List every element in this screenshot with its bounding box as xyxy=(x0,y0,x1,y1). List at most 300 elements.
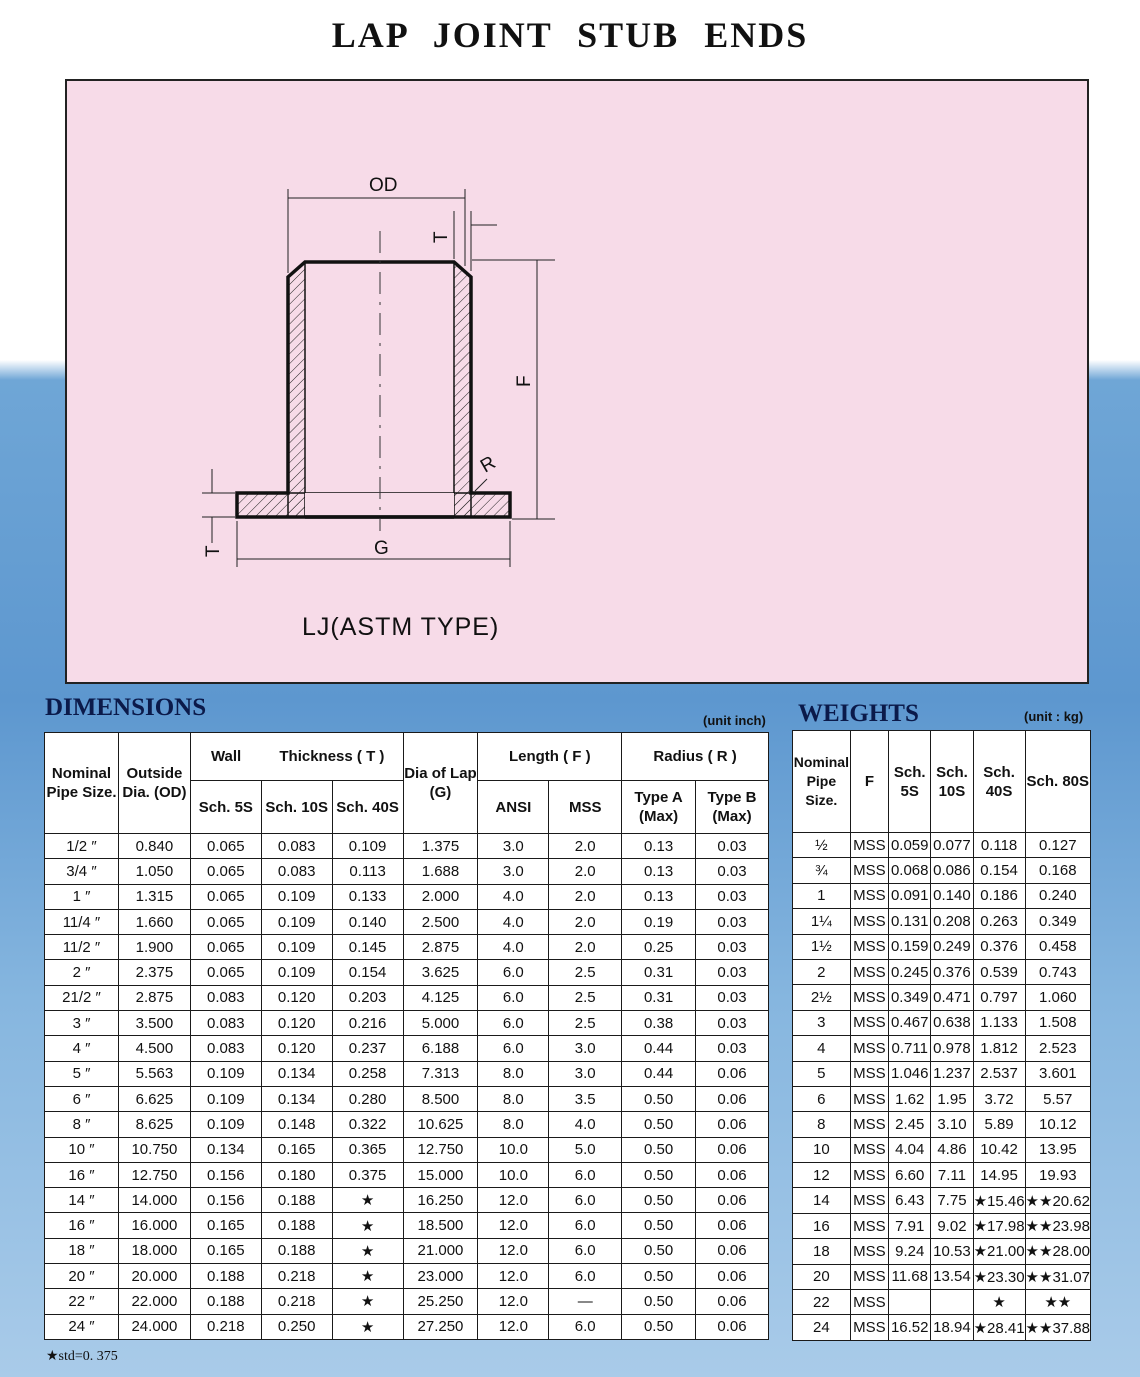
cell-sch10s: 0.978 xyxy=(931,1036,973,1061)
cell-ansi: 6.0 xyxy=(478,1011,549,1036)
cell-type-a: 0.13 xyxy=(622,884,696,909)
cell-nominal: 3 ″ xyxy=(45,1011,119,1036)
cell-mss: 2.5 xyxy=(549,1011,622,1036)
cell-nominal: 16 ″ xyxy=(45,1162,119,1187)
cell-mss: 4.0 xyxy=(549,1112,622,1137)
cell-nominal: 11/2 ″ xyxy=(45,935,119,960)
cell-sch40s: 0.133 xyxy=(332,884,403,909)
table-row xyxy=(45,884,769,909)
cell-f: MSS xyxy=(850,1213,888,1238)
cell-type-a: 0.50 xyxy=(622,1137,696,1162)
cell-sch5s: 0.156 xyxy=(190,1162,261,1187)
cell-sch5s: 2.45 xyxy=(889,1112,931,1137)
cell-sch40s: 0.140 xyxy=(332,909,403,934)
cell-sch5s xyxy=(889,1290,931,1315)
cell-sch10s: 0.109 xyxy=(261,935,332,960)
cell-sch5s: 6.60 xyxy=(889,1163,931,1188)
cell-outside: 16.000 xyxy=(118,1213,190,1238)
cell-sch40s: 0.322 xyxy=(332,1112,403,1137)
table-row xyxy=(45,935,769,960)
cell-sch80s: ★★37.88 xyxy=(1025,1315,1090,1340)
header-length: Length ( F ) xyxy=(478,733,622,781)
cell-sch10s: 0.638 xyxy=(931,1010,973,1035)
weights-table xyxy=(792,730,1091,1341)
cell-sch10s: 0.083 xyxy=(261,859,332,884)
cell-outside: 20.000 xyxy=(118,1264,190,1289)
cell-nominal: 8 xyxy=(793,1112,851,1137)
table-row xyxy=(45,1036,769,1061)
cell-type-a: 0.44 xyxy=(622,1036,696,1061)
cell-sch5s: 0.109 xyxy=(190,1061,261,1086)
cell-nominal: 1½ xyxy=(793,934,851,959)
cell-ansi: 4.0 xyxy=(478,935,549,960)
cell-sch10s: 7.11 xyxy=(931,1163,973,1188)
stub-end-diagram xyxy=(67,81,1087,682)
table-row xyxy=(793,1290,1091,1315)
cell-type-b: 0.06 xyxy=(696,1238,769,1263)
cell-nominal: 24 ″ xyxy=(45,1314,119,1339)
cell-sch5s: 11.68 xyxy=(889,1264,931,1289)
cell-dia-lap: 25.250 xyxy=(403,1289,478,1314)
cell-nominal: 20 xyxy=(793,1264,851,1289)
header-sch40s: Sch. 40S xyxy=(332,781,403,834)
cell-dia-lap: 1.688 xyxy=(403,859,478,884)
header-wall: Wall xyxy=(190,733,261,781)
label-r: R xyxy=(477,452,500,478)
cell-nominal: 1 xyxy=(793,883,851,908)
cell-sch80s: 1.508 xyxy=(1025,1010,1090,1035)
cell-f: MSS xyxy=(850,1061,888,1086)
cell-f: MSS xyxy=(850,883,888,908)
left-wall xyxy=(288,262,305,517)
cell-dia-lap: 3.625 xyxy=(403,960,478,985)
cell-sch10s: 0.109 xyxy=(261,884,332,909)
cell-nominal: 12 xyxy=(793,1163,851,1188)
cell-nominal: 16 ″ xyxy=(45,1213,119,1238)
cell-sch10s xyxy=(931,1290,973,1315)
cell-sch80s: 0.240 xyxy=(1025,883,1090,908)
cell-sch80s: ★★23.98 xyxy=(1025,1213,1090,1238)
page-title: LAP JOINT STUB ENDS xyxy=(331,15,809,55)
cell-f: MSS xyxy=(850,1264,888,1289)
cell-sch10s: 0.134 xyxy=(261,1061,332,1086)
cell-sch5s: 0.156 xyxy=(190,1188,261,1213)
cell-type-b: 0.06 xyxy=(696,1314,769,1339)
wt-header-sch40s: Sch. 40S xyxy=(973,731,1025,833)
cell-nominal: 6 ″ xyxy=(45,1086,119,1111)
cell-type-a: 0.50 xyxy=(622,1289,696,1314)
cell-sch5s: 16.52 xyxy=(889,1315,931,1340)
cell-dia-lap: 5.000 xyxy=(403,1011,478,1036)
cell-f: MSS xyxy=(850,833,888,858)
cell-nominal: 1/2 ″ xyxy=(45,834,119,859)
cell-type-a: 0.50 xyxy=(622,1238,696,1263)
cell-sch10s: 0.165 xyxy=(261,1137,332,1162)
cell-type-b: 0.03 xyxy=(696,884,769,909)
cell-sch5s: 0.068 xyxy=(889,858,931,883)
cell-outside: 1.050 xyxy=(118,859,190,884)
cell-dia-lap: 6.188 xyxy=(403,1036,478,1061)
cell-sch40s: 0.539 xyxy=(973,959,1025,984)
cell-sch80s: 0.168 xyxy=(1025,858,1090,883)
cell-sch5s: 0.218 xyxy=(190,1314,261,1339)
cell-outside: 3.500 xyxy=(118,1011,190,1036)
cell-sch40s: 14.95 xyxy=(973,1163,1025,1188)
cell-type-a: 0.19 xyxy=(622,909,696,934)
cell-sch5s: 0.065 xyxy=(190,960,261,985)
header-type-a: Type A (Max) xyxy=(622,781,696,834)
cell-sch10s: 0.077 xyxy=(931,833,973,858)
cell-sch10s: 0.471 xyxy=(931,985,973,1010)
cell-sch10s: 0.218 xyxy=(261,1289,332,1314)
cell-nominal: 6 xyxy=(793,1086,851,1111)
cell-sch40s: ★15.46 xyxy=(973,1188,1025,1213)
cell-type-a: 0.50 xyxy=(622,1188,696,1213)
cell-sch10s: 18.94 xyxy=(931,1315,973,1340)
cell-sch10s: 10.53 xyxy=(931,1239,973,1264)
table-row xyxy=(45,960,769,985)
dimensions-table xyxy=(44,732,769,1340)
cell-sch80s: ★★ xyxy=(1025,1290,1090,1315)
table-row xyxy=(45,1137,769,1162)
cell-nominal: 14 xyxy=(793,1188,851,1213)
table-row xyxy=(45,859,769,884)
cell-mss: 2.0 xyxy=(549,834,622,859)
cell-sch40s: 5.89 xyxy=(973,1112,1025,1137)
cell-f: MSS xyxy=(850,1086,888,1111)
cell-sch10s: 1.237 xyxy=(931,1061,973,1086)
cell-sch5s: 0.065 xyxy=(190,935,261,960)
cell-f: MSS xyxy=(850,1163,888,1188)
wt-header-f: F xyxy=(850,731,888,833)
cell-mss: — xyxy=(549,1289,622,1314)
cell-nominal: 21/2 ″ xyxy=(45,985,119,1010)
cell-sch40s: 0.118 xyxy=(973,833,1025,858)
cell-nominal: ¾ xyxy=(793,858,851,883)
cell-sch40s: ★ xyxy=(332,1289,403,1314)
cell-mss: 3.0 xyxy=(549,1036,622,1061)
cell-sch40s: 0.203 xyxy=(332,985,403,1010)
cell-nominal: 18 ″ xyxy=(45,1238,119,1263)
cell-ansi: 3.0 xyxy=(478,834,549,859)
cell-nominal: 4 xyxy=(793,1036,851,1061)
cell-type-b: 0.03 xyxy=(696,960,769,985)
cell-mss: 3.5 xyxy=(549,1086,622,1111)
cell-nominal: 1 ″ xyxy=(45,884,119,909)
cell-nominal: 2½ xyxy=(793,985,851,1010)
label-f: F xyxy=(514,375,535,387)
header-sch10s: Sch. 10S xyxy=(261,781,332,834)
cell-sch80s: 10.12 xyxy=(1025,1112,1090,1137)
cell-sch80s: 0.743 xyxy=(1025,959,1090,984)
cell-sch10s: 0.249 xyxy=(931,934,973,959)
cell-sch10s: 3.10 xyxy=(931,1112,973,1137)
cell-sch5s: 6.43 xyxy=(889,1188,931,1213)
cell-sch40s: 2.537 xyxy=(973,1061,1025,1086)
cell-mss: 2.0 xyxy=(549,859,622,884)
cell-type-a: 0.50 xyxy=(622,1314,696,1339)
cell-sch80s: ★★31.07 xyxy=(1025,1264,1090,1289)
cell-sch10s: 0.188 xyxy=(261,1213,332,1238)
cell-outside: 2.375 xyxy=(118,960,190,985)
table-row xyxy=(45,1188,769,1213)
cell-ansi: 12.0 xyxy=(478,1238,549,1263)
cell-outside: 1.900 xyxy=(118,935,190,960)
cell-nominal: ½ xyxy=(793,833,851,858)
cell-type-a: 0.13 xyxy=(622,834,696,859)
weights-title: WEIGHTS xyxy=(798,700,919,727)
cell-sch5s: 0.134 xyxy=(190,1137,261,1162)
cell-type-b: 0.06 xyxy=(696,1137,769,1162)
cell-sch5s: 0.159 xyxy=(889,934,931,959)
cell-sch10s: 9.02 xyxy=(931,1213,973,1238)
cell-type-a: 0.44 xyxy=(622,1061,696,1086)
cell-type-b: 0.03 xyxy=(696,834,769,859)
cell-sch40s: ★ xyxy=(332,1264,403,1289)
cell-sch5s: 0.131 xyxy=(889,909,931,934)
cell-sch5s: 7.91 xyxy=(889,1213,931,1238)
cell-ansi: 6.0 xyxy=(478,985,549,1010)
label-t-bottom: T xyxy=(203,545,224,557)
cell-sch80s: 5.57 xyxy=(1025,1086,1090,1111)
cell-sch5s: 0.188 xyxy=(190,1264,261,1289)
cell-outside: 2.875 xyxy=(118,985,190,1010)
cell-f: MSS xyxy=(850,1188,888,1213)
cell-ansi: 8.0 xyxy=(478,1086,549,1111)
cell-ansi: 4.0 xyxy=(478,884,549,909)
cell-sch40s: 0.145 xyxy=(332,935,403,960)
cell-ansi: 12.0 xyxy=(478,1213,549,1238)
cell-type-b: 0.06 xyxy=(696,1061,769,1086)
cell-type-a: 0.50 xyxy=(622,1162,696,1187)
cell-nominal: 22 ″ xyxy=(45,1289,119,1314)
header-type-b: Type B (Max) xyxy=(696,781,769,834)
table-row xyxy=(45,909,769,934)
table-row xyxy=(793,1036,1091,1061)
cell-type-b: 0.06 xyxy=(696,1162,769,1187)
cell-sch5s: 9.24 xyxy=(889,1239,931,1264)
cell-sch5s: 0.065 xyxy=(190,884,261,909)
cell-dia-lap: 1.375 xyxy=(403,834,478,859)
header-radius: Radius ( R ) xyxy=(622,733,769,781)
cell-sch5s: 0.083 xyxy=(190,1036,261,1061)
cell-sch40s: 10.42 xyxy=(973,1137,1025,1162)
cell-sch10s: 0.188 xyxy=(261,1238,332,1263)
cell-ansi: 12.0 xyxy=(478,1264,549,1289)
cell-sch10s: 0.180 xyxy=(261,1162,332,1187)
cell-sch40s: ★28.41 xyxy=(973,1315,1025,1340)
cell-mss: 6.0 xyxy=(549,1213,622,1238)
cell-sch40s: 0.258 xyxy=(332,1061,403,1086)
cell-outside: 22.000 xyxy=(118,1289,190,1314)
cell-mss: 6.0 xyxy=(549,1314,622,1339)
cell-mss: 6.0 xyxy=(549,1162,622,1187)
wt-header-sch80s: Sch. 80S xyxy=(1025,731,1090,833)
cell-sch40s: 0.280 xyxy=(332,1086,403,1111)
cell-sch10s: 13.54 xyxy=(931,1264,973,1289)
cell-sch80s: ★★28.00 xyxy=(1025,1239,1090,1264)
table-row xyxy=(45,1162,769,1187)
table-row xyxy=(45,1289,769,1314)
table-row xyxy=(793,1086,1091,1111)
cell-sch10s: 0.109 xyxy=(261,909,332,934)
cell-type-a: 0.50 xyxy=(622,1086,696,1111)
cell-sch5s: 0.083 xyxy=(190,985,261,1010)
cell-type-b: 0.03 xyxy=(696,1036,769,1061)
wt-header-sch5s: Sch. 5S xyxy=(889,731,931,833)
cell-type-a: 0.50 xyxy=(622,1213,696,1238)
table-row xyxy=(45,1314,769,1339)
footnote: ★std=0. 375 xyxy=(46,1349,118,1364)
cell-dia-lap: 2.500 xyxy=(403,909,478,934)
cell-ansi: 8.0 xyxy=(478,1112,549,1137)
cell-mss: 3.0 xyxy=(549,1061,622,1086)
cell-dia-lap: 10.625 xyxy=(403,1112,478,1137)
wt-header-nominal: Nominal Pipe Size. xyxy=(793,731,851,833)
cell-outside: 12.750 xyxy=(118,1162,190,1187)
table-row xyxy=(45,1238,769,1263)
cell-dia-lap: 12.750 xyxy=(403,1137,478,1162)
cell-sch40s: 0.154 xyxy=(973,858,1025,883)
cell-type-b: 0.03 xyxy=(696,985,769,1010)
cell-f: MSS xyxy=(850,1315,888,1340)
cell-sch10s: 0.218 xyxy=(261,1264,332,1289)
cell-dia-lap: 21.000 xyxy=(403,1238,478,1263)
cell-nominal: 8 ″ xyxy=(45,1112,119,1137)
cell-sch5s: 0.065 xyxy=(190,859,261,884)
cell-sch40s: 0.109 xyxy=(332,834,403,859)
cell-outside: 6.625 xyxy=(118,1086,190,1111)
cell-sch5s: 0.065 xyxy=(190,834,261,859)
table-row xyxy=(793,1112,1091,1137)
cell-sch5s: 1.046 xyxy=(889,1061,931,1086)
dimensions-title: DIMENSIONS xyxy=(45,694,207,721)
cell-dia-lap: 4.125 xyxy=(403,985,478,1010)
cell-mss: 2.0 xyxy=(549,909,622,934)
cell-nominal: 3/4 ″ xyxy=(45,859,119,884)
cell-type-b: 0.03 xyxy=(696,909,769,934)
cell-mss: 2.5 xyxy=(549,985,622,1010)
cell-type-a: 0.31 xyxy=(622,985,696,1010)
cell-sch40s: ★ xyxy=(332,1238,403,1263)
label-g: G xyxy=(374,538,389,559)
cell-sch40s: 0.365 xyxy=(332,1137,403,1162)
table-row xyxy=(45,1112,769,1137)
cell-outside: 10.750 xyxy=(118,1137,190,1162)
cell-sch10s: 4.86 xyxy=(931,1137,973,1162)
cell-sch40s: ★ xyxy=(332,1213,403,1238)
cell-nominal: 1¼ xyxy=(793,909,851,934)
cell-sch40s: 1.133 xyxy=(973,1010,1025,1035)
cell-sch40s: 0.376 xyxy=(973,934,1025,959)
cell-sch5s: 0.165 xyxy=(190,1238,261,1263)
table-row xyxy=(45,1264,769,1289)
cell-sch10s: 0.086 xyxy=(931,858,973,883)
cell-outside: 4.500 xyxy=(118,1036,190,1061)
header-dia-lap: Dia of Lap (G) xyxy=(403,733,478,834)
cell-ansi: 12.0 xyxy=(478,1289,549,1314)
cell-sch10s: 0.208 xyxy=(931,909,973,934)
cell-sch80s: 3.601 xyxy=(1025,1061,1090,1086)
cell-sch10s: 0.120 xyxy=(261,1036,332,1061)
cell-sch10s: 0.250 xyxy=(261,1314,332,1339)
cell-type-b: 0.06 xyxy=(696,1289,769,1314)
cell-dia-lap: 7.313 xyxy=(403,1061,478,1086)
cell-nominal: 18 xyxy=(793,1239,851,1264)
cell-type-a: 0.50 xyxy=(622,1112,696,1137)
cell-sch40s: ★17.98 xyxy=(973,1213,1025,1238)
cell-sch10s: 7.75 xyxy=(931,1188,973,1213)
table-row xyxy=(793,1061,1091,1086)
header-mss: MSS xyxy=(549,781,622,834)
cell-sch40s: 3.72 xyxy=(973,1086,1025,1111)
cell-sch40s: 0.186 xyxy=(973,883,1025,908)
cell-mss: 5.0 xyxy=(549,1137,622,1162)
cell-f: MSS xyxy=(850,909,888,934)
table-row xyxy=(45,834,769,859)
cell-outside: 8.625 xyxy=(118,1112,190,1137)
cell-sch10s: 0.083 xyxy=(261,834,332,859)
label-od: OD xyxy=(369,175,398,196)
table-row xyxy=(793,858,1091,883)
cell-ansi: 8.0 xyxy=(478,1061,549,1086)
cell-sch10s: 0.188 xyxy=(261,1188,332,1213)
cell-type-a: 0.25 xyxy=(622,935,696,960)
cell-ansi: 4.0 xyxy=(478,909,549,934)
cell-ansi: 10.0 xyxy=(478,1137,549,1162)
cell-dia-lap: 18.500 xyxy=(403,1213,478,1238)
cell-sch40s: 0.797 xyxy=(973,985,1025,1010)
cell-nominal: 14 ″ xyxy=(45,1188,119,1213)
cell-nominal: 3 xyxy=(793,1010,851,1035)
cell-sch10s: 0.148 xyxy=(261,1112,332,1137)
cell-outside: 18.000 xyxy=(118,1238,190,1263)
drawing-panel xyxy=(65,79,1089,684)
cell-f: MSS xyxy=(850,1010,888,1035)
cell-ansi: 12.0 xyxy=(478,1188,549,1213)
header-ansi: ANSI xyxy=(478,781,549,834)
cell-ansi: 6.0 xyxy=(478,1036,549,1061)
cell-outside: 14.000 xyxy=(118,1188,190,1213)
table-row xyxy=(793,909,1091,934)
cell-sch80s: 13.95 xyxy=(1025,1137,1090,1162)
table-row xyxy=(793,1188,1091,1213)
cell-sch5s: 0.091 xyxy=(889,883,931,908)
table-row xyxy=(793,883,1091,908)
cell-mss: 2.5 xyxy=(549,960,622,985)
cell-sch5s: 0.467 xyxy=(889,1010,931,1035)
cell-f: MSS xyxy=(850,959,888,984)
cell-dia-lap: 8.500 xyxy=(403,1086,478,1111)
header-sch5s: Sch. 5S xyxy=(190,781,261,834)
label-t-top: T xyxy=(431,231,452,243)
cell-mss: 2.0 xyxy=(549,935,622,960)
cell-sch80s: 0.127 xyxy=(1025,833,1090,858)
cell-sch40s: ★23.30 xyxy=(973,1264,1025,1289)
table-row xyxy=(45,1086,769,1111)
cell-nominal: 16 xyxy=(793,1213,851,1238)
cell-sch10s: 0.109 xyxy=(261,960,332,985)
table-row xyxy=(793,985,1091,1010)
weights-unit: (unit : kg) xyxy=(1024,709,1084,724)
cell-sch40s: ★ xyxy=(973,1290,1025,1315)
cell-f: MSS xyxy=(850,985,888,1010)
dimensions-unit: (unit inch) xyxy=(703,713,766,728)
cell-f: MSS xyxy=(850,1036,888,1061)
wt-header-sch10s: Sch. 10S xyxy=(931,731,973,833)
cell-mss: 6.0 xyxy=(549,1238,622,1263)
cell-nominal: 2 ″ xyxy=(45,960,119,985)
